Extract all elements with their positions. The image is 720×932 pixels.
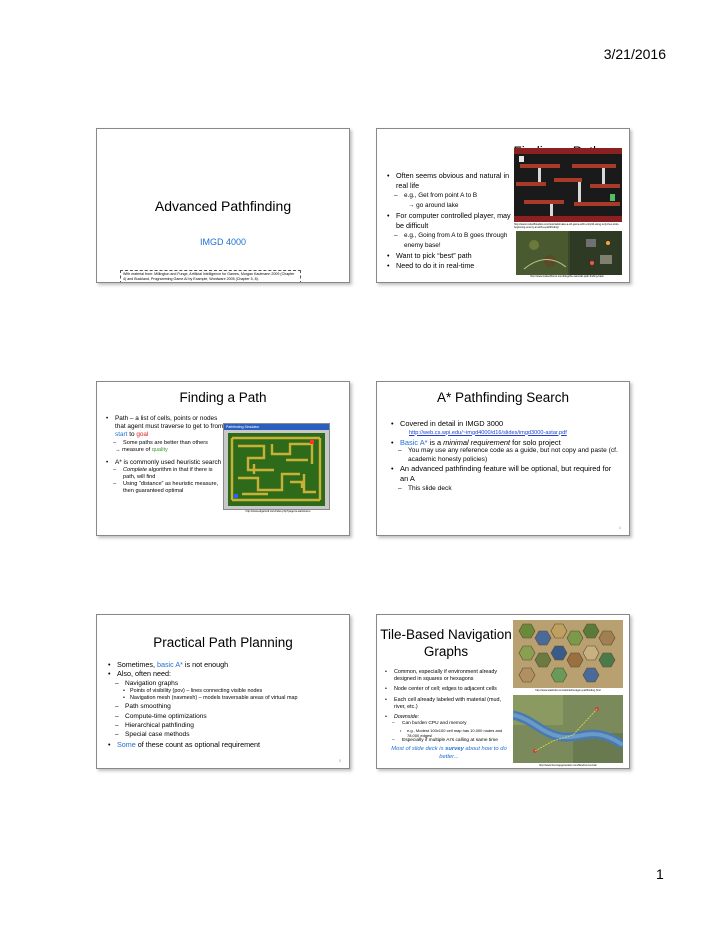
note-emph: survey <box>445 746 464 752</box>
note-text: Most of slide deck is <box>391 746 446 752</box>
bullet: • Downside: <box>385 714 513 721</box>
some-word: Some <box>117 739 136 749</box>
bullet: • Want to pick “best” path <box>387 251 512 261</box>
river-terrain-graphic <box>513 695 623 763</box>
slide-3[interactable] <box>96 381 350 536</box>
platformer-graphic <box>514 148 622 222</box>
bullet: • For computer controlled player, may be difficult <box>387 211 512 231</box>
slide-number: 5 <box>339 759 341 763</box>
slide-6[interactable] <box>376 614 630 769</box>
emph-text: Complete <box>123 466 147 473</box>
bullet-text: Path – a list of cells, points or nodes that agent must traverse to get to from <box>115 415 224 431</box>
sub-bullet <box>106 467 224 481</box>
sub-text: algorithm in that if there is path, will find <box>123 466 213 480</box>
rts-graphic <box>516 231 622 275</box>
credits-note: With material from: Millington and Funge, Artificial Intelligence for Games, Morgan Kaufmann 2009 (Chapter 4) and Buckland, Programming Game AI by Example, Wordware 2005 (Chapter 5, 8). <box>120 270 301 283</box>
sub-line <box>106 447 224 454</box>
bullet <box>108 740 340 749</box>
bullet-text: is a <box>427 437 444 447</box>
bullet: • Node center of cell; edges to adjacent cells <box>385 686 513 693</box>
sub-sub-bullet: • Points of visibility (pov) – lines connecting visible nodes <box>108 688 340 695</box>
bullet-text: of these count as optional requirement <box>135 739 261 749</box>
platformer-screenshot <box>514 148 622 222</box>
bullet-text: Sometimes, <box>117 660 157 669</box>
maze-graphic <box>224 430 329 509</box>
sub-bullet: – Special case methods <box>108 730 340 739</box>
source-link[interactable]: http://www.edgarsoft.com/index.php?page=a-star&menu <box>245 510 311 513</box>
bullet-text: to <box>127 431 137 439</box>
bullet <box>106 415 224 440</box>
slide-1[interactable] <box>96 128 350 283</box>
sub-bullet: – Can burden CPU and memory <box>385 721 513 727</box>
hex-map-graphic <box>513 620 623 688</box>
slides-link[interactable]: http://web.cs.wpi.edu/~imgd4000/d16/slides/imgd3000-astar.pdf <box>409 429 567 436</box>
river-terrain-image <box>513 695 623 763</box>
bullet: • An advanced pathfinding feature will be optional, but required for an A <box>391 464 621 483</box>
sub-bullet: – Especially if multiple AI’s calling at same time <box>385 738 513 744</box>
source-link[interactable]: http://www.codeofhonor.com/blog/the-starcraft-path-finding-hack <box>530 275 604 278</box>
page-number: 1 <box>656 866 664 882</box>
emph-text: minimal requirement <box>443 437 511 447</box>
sub-bullet: – Using “distance” as heuristic measure, then guaranteed optimal <box>106 481 224 495</box>
sub-bullet: – e.g., Going from A to B goes through enemy base! <box>387 231 512 251</box>
bullet-list <box>391 419 621 493</box>
bullet-list <box>387 171 512 271</box>
header-date: 3/21/2016 <box>603 46 666 62</box>
survey-note <box>389 745 509 761</box>
rts-screenshot <box>516 231 622 275</box>
source-link[interactable]: http://www.hexmapgenerator.com/tiles/river-terrain <box>539 764 597 767</box>
bullet-list <box>385 669 513 744</box>
slide-title: Advanced Pathfinding <box>154 198 292 214</box>
bullet: • Need to do it in real-time <box>387 261 512 271</box>
sub-text: → measure of <box>115 446 152 453</box>
goal-word: goal <box>136 431 149 439</box>
sub-bullet: – Some paths are better than others <box>106 440 224 447</box>
slide-5[interactable] <box>96 614 350 769</box>
sub-bullet: – Navigation graphs <box>108 679 340 688</box>
slide-title: Tile-Based Navigation Graphs <box>380 627 512 659</box>
note-text: about how to do better... <box>439 746 507 760</box>
bullet-list <box>108 660 340 749</box>
bullet-text: is not enough <box>182 660 229 669</box>
bullet <box>108 660 340 669</box>
bullet: • A* is commonly used heuristic search <box>106 459 224 467</box>
source-link[interactable]: http://www.rocket5studios.com/tutorials/make-a-2d-game-with-unity3d-using-only-free-tools-beginning-enemy-ai-with-a-pathfinding/ <box>514 223 620 230</box>
sub-bullet: – Hierarchical pathfinding <box>108 721 340 730</box>
sub-bullet: – e.g., Get from point A to B <box>387 191 512 201</box>
link-line <box>391 429 621 438</box>
source-link[interactable]: http://www.slashdot.com/article/hexagon-pathfinding.html <box>535 689 601 692</box>
bullet-text: for solo project <box>510 437 561 447</box>
basic-astar: basic A* <box>156 660 183 669</box>
slide-2[interactable] <box>376 128 630 283</box>
maze-screenshot <box>223 423 330 510</box>
slide-title: Finding a Path <box>179 390 267 405</box>
bullet <box>391 438 621 448</box>
bullet-list <box>106 415 224 495</box>
bullet: • Covered in detail in IMGD 3000 <box>391 419 621 429</box>
basic-astar: Basic A* <box>400 437 428 447</box>
bullet: • Also, often need: <box>108 669 340 678</box>
slide-number: 4 <box>619 526 621 530</box>
slide-title: Practical Path Planning <box>153 635 293 650</box>
sub-line: → go around lake <box>408 202 459 209</box>
sub-bullet: – Compute-time optimizations <box>108 712 340 721</box>
sub-sub-bullet: • Navigation mesh (navmesh) – models traversable areas of virtual map <box>108 695 340 702</box>
quality-word: quality <box>151 446 168 453</box>
sub-bullet: – Path smoothing <box>108 702 340 711</box>
slide-4[interactable] <box>376 381 630 536</box>
hex-map-image <box>513 620 623 688</box>
bullet: • Each cell already labeled with material (mud, river, etc.) <box>385 697 513 711</box>
bullet: • Common, especially if environment already designed in squares or hexagons <box>385 669 513 683</box>
sub-bullet: – This slide deck <box>391 484 621 494</box>
start-word: start <box>115 431 128 439</box>
sub-sub-bullet: • e.g., Modest 100x100 cell map has 10,000 nodes and 78,000 edges! <box>385 728 513 738</box>
window-title: Pathfinding Simulator <box>224 424 329 430</box>
bullet: • Often seems obvious and natural in real life <box>387 171 512 191</box>
sub-bullet: – You may use any reference code as a guide, but not copy and paste (cf. academic honesty policies) <box>391 447 621 464</box>
slide-subtitle: IMGD 4000 <box>199 237 247 247</box>
slide-title: A* Pathfinding Search <box>436 390 570 405</box>
